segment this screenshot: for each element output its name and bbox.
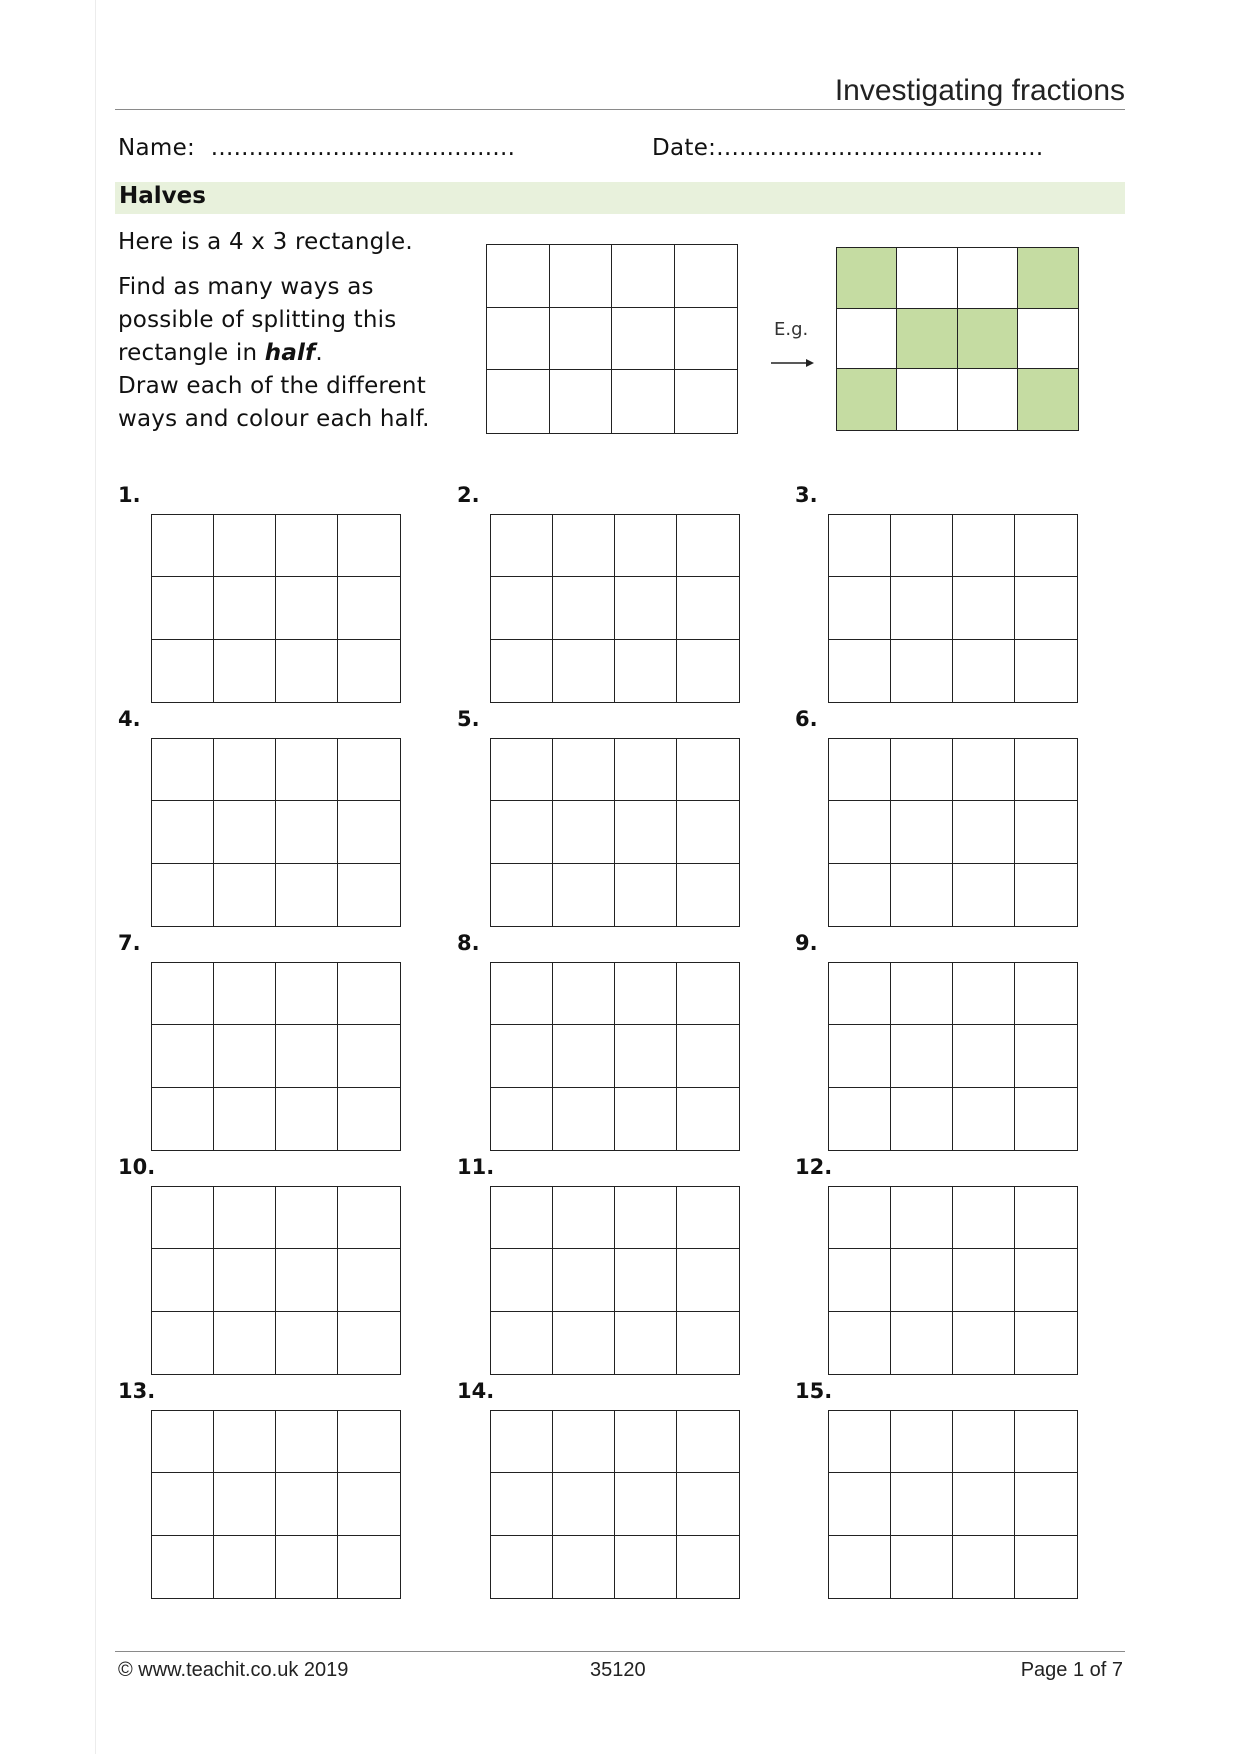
grid-cell <box>152 1312 214 1374</box>
grid-cell <box>897 309 957 370</box>
emphasis-half: half <box>264 340 316 366</box>
grid-cell <box>615 864 677 926</box>
exercise-grid[interactable] <box>490 1186 740 1375</box>
grid-cell <box>677 963 739 1025</box>
grid-cell <box>553 1025 615 1087</box>
grid-cell <box>553 1088 615 1150</box>
grid-cell <box>276 739 338 801</box>
grid-cell <box>491 963 553 1025</box>
grid-cell <box>276 577 338 639</box>
grid-cell <box>829 864 891 926</box>
grid-cell <box>338 1187 400 1249</box>
grid-cell <box>152 640 214 702</box>
grid-cell <box>953 963 1015 1025</box>
grid-cell <box>953 1025 1015 1087</box>
footer-page-number: Page 1 of 7 <box>1020 1659 1123 1681</box>
grid-cell <box>953 577 1015 639</box>
grid-cell <box>214 1088 276 1150</box>
intro-line-1: Here is a 4 x 3 rectangle. <box>118 229 413 255</box>
intro-line: Draw each of the different <box>118 373 426 399</box>
grid-cell <box>338 1249 400 1311</box>
grid-cell <box>897 248 957 309</box>
grid-cell <box>891 1312 953 1374</box>
grid-cell <box>829 1088 891 1150</box>
exercise-grid[interactable] <box>828 1186 1078 1375</box>
grid-cell <box>152 1249 214 1311</box>
grid-cell <box>953 739 1015 801</box>
grid-cell <box>953 1536 1015 1598</box>
grid-cell <box>615 1473 677 1535</box>
exercise-grid[interactable] <box>490 738 740 927</box>
grid-cell <box>953 515 1015 577</box>
grid-cell <box>338 1312 400 1374</box>
grid-cell <box>276 864 338 926</box>
grid-cell <box>829 1187 891 1249</box>
grid-cell <box>953 1249 1015 1311</box>
grid-cell <box>829 515 891 577</box>
grid-cell <box>152 1025 214 1087</box>
grid-cell <box>553 1312 615 1374</box>
exercise-grid[interactable] <box>151 962 401 1151</box>
exercise-number: 4. <box>118 707 141 731</box>
grid-cell <box>553 1536 615 1598</box>
grid-cell <box>214 864 276 926</box>
grid-cell <box>677 1473 739 1535</box>
exercise-grid[interactable] <box>828 514 1078 703</box>
grid-cell <box>829 1473 891 1535</box>
grid-cell <box>953 1473 1015 1535</box>
grid-cell <box>338 515 400 577</box>
grid-cell <box>152 864 214 926</box>
grid-cell <box>615 1187 677 1249</box>
grid-cell <box>891 515 953 577</box>
grid-cell <box>553 640 615 702</box>
grid-cell <box>891 1187 953 1249</box>
grid-cell <box>615 1536 677 1598</box>
grid-cell <box>829 739 891 801</box>
grid-cell <box>612 245 675 308</box>
grid-cell <box>338 963 400 1025</box>
exercise-number: 9. <box>795 931 818 955</box>
grid-cell <box>1015 515 1077 577</box>
grid-cell <box>553 1249 615 1311</box>
page-edge <box>95 0 96 1754</box>
exercise-grid[interactable] <box>151 738 401 927</box>
grid-cell <box>214 577 276 639</box>
grid-cell <box>829 1025 891 1087</box>
grid-cell <box>214 739 276 801</box>
name-dots: ........................................ <box>210 135 516 161</box>
grid-cell <box>615 1312 677 1374</box>
grid-cell <box>491 864 553 926</box>
grid-cell <box>487 308 550 371</box>
date-field[interactable] <box>652 135 1044 161</box>
grid-cell <box>550 245 613 308</box>
grid-cell <box>677 515 739 577</box>
exercise-grid[interactable] <box>490 1410 740 1599</box>
grid-cell <box>338 739 400 801</box>
grid-cell <box>338 1411 400 1473</box>
grid-cell <box>1015 577 1077 639</box>
grid-cell <box>615 739 677 801</box>
exercise-number: 6. <box>795 707 818 731</box>
grid-cell <box>214 1312 276 1374</box>
exercise-grid[interactable] <box>828 738 1078 927</box>
grid-cell <box>152 1536 214 1598</box>
grid-cell <box>837 369 897 430</box>
intro-line: ways and colour each half. <box>118 406 430 432</box>
example-label: E.g. <box>774 319 809 340</box>
grid-cell <box>491 1187 553 1249</box>
exercise-number: 2. <box>457 483 480 507</box>
example-rectangle-grid <box>836 247 1079 431</box>
grid-cell <box>276 1249 338 1311</box>
grid-cell <box>829 801 891 863</box>
grid-cell <box>675 370 738 433</box>
grid-cell <box>214 1411 276 1473</box>
grid-cell <box>1015 739 1077 801</box>
grid-cell <box>1015 1536 1077 1598</box>
exercise-number: 1. <box>118 483 141 507</box>
grid-cell <box>677 1249 739 1311</box>
grid-cell <box>1015 1249 1077 1311</box>
grid-cell <box>615 801 677 863</box>
grid-cell <box>1015 1088 1077 1150</box>
exercise-number: 14. <box>457 1379 495 1403</box>
grid-cell <box>553 1187 615 1249</box>
grid-cell <box>891 963 953 1025</box>
grid-cell <box>553 1411 615 1473</box>
grid-cell <box>891 1411 953 1473</box>
date-dots: ........................................... <box>716 135 1044 161</box>
date-label: Date: <box>652 135 717 161</box>
name-field[interactable] <box>118 135 515 161</box>
exercise-number: 7. <box>118 931 141 955</box>
grid-cell <box>152 801 214 863</box>
footer-rule <box>115 1651 1125 1652</box>
grid-cell <box>214 1025 276 1087</box>
grid-cell <box>553 739 615 801</box>
intro-rectangle-grid <box>486 244 738 434</box>
grid-cell <box>276 1187 338 1249</box>
grid-cell <box>338 864 400 926</box>
grid-cell <box>675 308 738 371</box>
intro-paragraph <box>118 271 430 436</box>
grid-cell <box>338 801 400 863</box>
grid-cell <box>829 640 891 702</box>
grid-cell <box>491 1312 553 1374</box>
grid-cell <box>677 739 739 801</box>
grid-cell <box>1015 1025 1077 1087</box>
grid-cell <box>338 1088 400 1150</box>
grid-cell <box>891 739 953 801</box>
grid-cell <box>677 1411 739 1473</box>
header-rule <box>115 109 1125 110</box>
grid-cell <box>214 515 276 577</box>
grid-cell <box>276 1025 338 1087</box>
grid-cell <box>1015 1411 1077 1473</box>
grid-cell <box>953 1088 1015 1150</box>
grid-cell <box>958 369 1018 430</box>
footer-code: 35120 <box>590 1659 646 1681</box>
exercise-grid[interactable] <box>490 962 740 1151</box>
grid-cell <box>829 1312 891 1374</box>
grid-cell <box>152 1411 214 1473</box>
grid-cell <box>677 864 739 926</box>
exercise-grid[interactable] <box>828 962 1078 1151</box>
grid-cell <box>214 1473 276 1535</box>
grid-cell <box>491 1088 553 1150</box>
grid-cell <box>276 1312 338 1374</box>
grid-cell <box>891 577 953 639</box>
grid-cell <box>1015 1187 1077 1249</box>
intro-text: rectangle in <box>118 340 265 366</box>
grid-cell <box>891 1473 953 1535</box>
section-title: Halves <box>119 183 206 209</box>
grid-cell <box>214 1249 276 1311</box>
grid-cell <box>891 1249 953 1311</box>
grid-cell <box>891 1025 953 1087</box>
grid-cell <box>677 801 739 863</box>
grid-cell <box>953 1411 1015 1473</box>
grid-cell <box>837 309 897 370</box>
grid-cell <box>615 577 677 639</box>
grid-cell <box>491 577 553 639</box>
grid-cell <box>553 515 615 577</box>
grid-cell <box>553 864 615 926</box>
grid-cell <box>487 245 550 308</box>
grid-cell <box>891 640 953 702</box>
grid-cell <box>891 801 953 863</box>
grid-cell <box>214 801 276 863</box>
page-title: Investigating fractions <box>834 74 1125 107</box>
grid-cell <box>615 640 677 702</box>
grid-cell <box>1015 1473 1077 1535</box>
grid-cell <box>615 1088 677 1150</box>
grid-cell <box>953 864 1015 926</box>
grid-cell <box>338 1025 400 1087</box>
grid-cell <box>615 515 677 577</box>
grid-cell <box>677 640 739 702</box>
exercise-number: 8. <box>457 931 480 955</box>
intro-line: possible of splitting this <box>118 307 397 333</box>
grid-cell <box>1015 963 1077 1025</box>
grid-cell <box>338 1536 400 1598</box>
grid-cell <box>953 1312 1015 1374</box>
grid-cell <box>276 1536 338 1598</box>
grid-cell <box>1015 801 1077 863</box>
intro-line: Find as many ways as <box>118 274 374 300</box>
grid-cell <box>550 370 613 433</box>
grid-cell <box>152 577 214 639</box>
grid-cell <box>214 1187 276 1249</box>
grid-cell <box>553 801 615 863</box>
grid-cell <box>214 963 276 1025</box>
grid-cell <box>677 1312 739 1374</box>
grid-cell <box>338 577 400 639</box>
grid-cell <box>491 1249 553 1311</box>
footer-copyright: © www.teachit.co.uk 2019 <box>118 1659 349 1681</box>
grid-cell <box>276 515 338 577</box>
grid-cell <box>276 963 338 1025</box>
grid-cell <box>152 1088 214 1150</box>
grid-cell <box>214 1536 276 1598</box>
grid-cell <box>677 1025 739 1087</box>
grid-cell <box>1015 864 1077 926</box>
grid-cell <box>491 1411 553 1473</box>
grid-cell <box>553 1473 615 1535</box>
grid-cell <box>491 1473 553 1535</box>
grid-cell <box>953 1187 1015 1249</box>
exercise-number: 15. <box>795 1379 833 1403</box>
grid-cell <box>891 1536 953 1598</box>
grid-cell <box>276 1473 338 1535</box>
grid-cell <box>829 1249 891 1311</box>
grid-cell <box>615 963 677 1025</box>
grid-cell <box>958 248 1018 309</box>
exercise-number: 13. <box>118 1379 156 1403</box>
grid-cell <box>338 1473 400 1535</box>
grid-cell <box>487 370 550 433</box>
grid-cell <box>615 1249 677 1311</box>
grid-cell <box>276 1088 338 1150</box>
exercise-number: 5. <box>457 707 480 731</box>
grid-cell <box>891 1088 953 1150</box>
grid-cell <box>491 1025 553 1087</box>
grid-cell <box>338 640 400 702</box>
grid-cell <box>152 515 214 577</box>
name-label: Name: <box>118 135 196 161</box>
grid-cell <box>612 308 675 371</box>
grid-cell <box>829 1536 891 1598</box>
grid-cell <box>612 370 675 433</box>
exercise-number: 10. <box>118 1155 156 1179</box>
grid-cell <box>677 1536 739 1598</box>
grid-cell <box>214 640 276 702</box>
grid-cell <box>553 963 615 1025</box>
intro-text: . <box>315 340 323 366</box>
grid-cell <box>491 640 553 702</box>
grid-cell <box>1015 1312 1077 1374</box>
grid-cell <box>491 801 553 863</box>
grid-cell <box>276 640 338 702</box>
grid-cell <box>677 1187 739 1249</box>
exercise-number: 3. <box>795 483 818 507</box>
grid-cell <box>829 1411 891 1473</box>
exercise-grid[interactable] <box>490 514 740 703</box>
grid-cell <box>829 963 891 1025</box>
exercise-grid[interactable] <box>151 1410 401 1599</box>
grid-cell <box>152 1473 214 1535</box>
exercise-grid[interactable] <box>828 1410 1078 1599</box>
grid-cell <box>677 577 739 639</box>
grid-cell <box>491 1536 553 1598</box>
grid-cell <box>491 515 553 577</box>
exercise-grid[interactable] <box>151 1186 401 1375</box>
grid-cell <box>550 308 613 371</box>
exercise-grid[interactable] <box>151 514 401 703</box>
section-heading <box>115 182 1125 214</box>
grid-cell <box>958 309 1018 370</box>
grid-cell <box>152 963 214 1025</box>
grid-cell <box>553 577 615 639</box>
grid-cell <box>953 801 1015 863</box>
intro-line <box>118 337 430 370</box>
grid-cell <box>837 248 897 309</box>
grid-cell <box>276 801 338 863</box>
grid-cell <box>897 369 957 430</box>
grid-cell <box>276 1411 338 1473</box>
grid-cell <box>829 577 891 639</box>
grid-cell <box>152 739 214 801</box>
exercise-number: 11. <box>457 1155 495 1179</box>
grid-cell <box>615 1025 677 1087</box>
grid-cell <box>675 245 738 308</box>
grid-cell <box>491 739 553 801</box>
grid-cell <box>953 640 1015 702</box>
exercise-number: 12. <box>795 1155 833 1179</box>
grid-cell <box>615 1411 677 1473</box>
grid-cell <box>891 864 953 926</box>
grid-cell <box>677 1088 739 1150</box>
grid-cell <box>1018 309 1078 370</box>
arrow-right-icon <box>770 356 814 370</box>
grid-cell <box>1018 369 1078 430</box>
grid-cell <box>1015 640 1077 702</box>
grid-cell <box>1018 248 1078 309</box>
grid-cell <box>152 1187 214 1249</box>
